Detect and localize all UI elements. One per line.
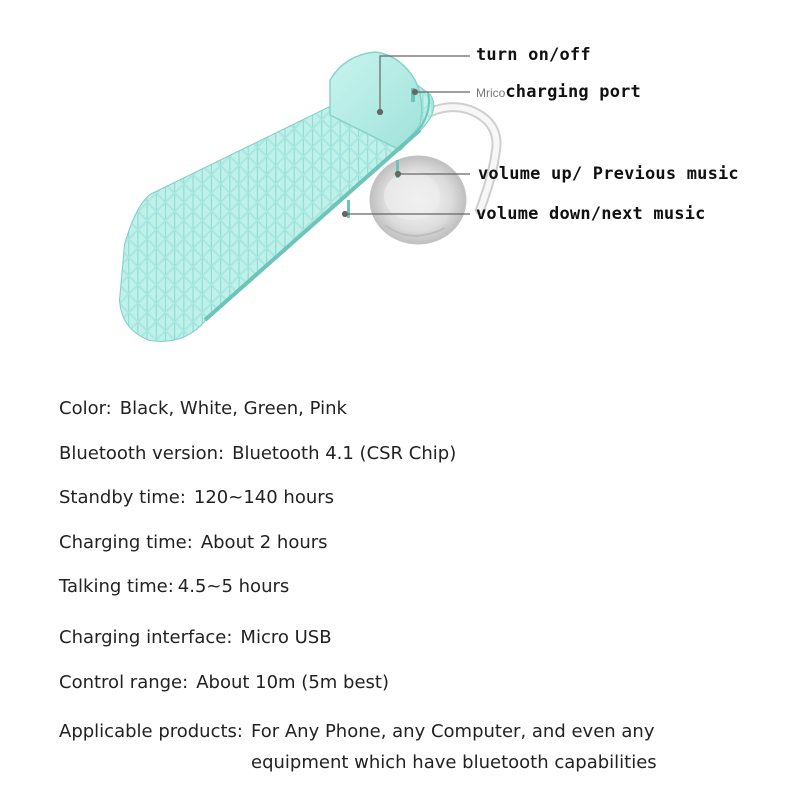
spec-bluetooth — [59, 443, 456, 464]
spec-color-label: Color: — [59, 398, 112, 419]
spec-bluetooth-label: Bluetooth version: — [59, 443, 225, 464]
headset-illustration — [0, 0, 800, 370]
spec-range — [59, 672, 389, 693]
earbud-icon — [370, 156, 466, 244]
callout-power-text: turn on/off — [476, 45, 591, 65]
spec-talking-value: 4.5~5 hours — [177, 576, 290, 597]
spec-charging-time — [59, 532, 328, 553]
callout-volume-down-text: volume down/next music — [476, 204, 706, 224]
spec-color-value: Black, White, Green, Pink — [119, 398, 347, 419]
spec-color — [59, 398, 347, 419]
spec-standby-value: 120~140 hours — [193, 487, 335, 508]
callout-power — [476, 45, 591, 65]
spec-products-values — [251, 716, 657, 778]
spec-interface-label: Charging interface: — [59, 627, 233, 648]
callout-charging-port — [476, 82, 641, 102]
spec-products — [59, 716, 657, 778]
callout-volume-up-text: volume up/ Previous music — [478, 164, 739, 184]
spec-bluetooth-value: Bluetooth 4.1 (CSR Chip) — [232, 443, 457, 464]
spec-range-value: About 10m (5m best) — [196, 672, 389, 693]
spec-charging-time-value: About 2 hours — [200, 532, 328, 553]
spec-talking-label: Talking time: — [59, 576, 174, 597]
spec-range-label: Control range: — [59, 672, 189, 693]
callout-volume-down — [476, 204, 706, 224]
spec-products-line1: For Any Phone, any Computer, and even any — [251, 721, 655, 742]
spec-interface — [59, 627, 332, 648]
spec-charging-time-label: Charging time: — [59, 532, 193, 553]
spec-interface-value: Micro USB — [240, 627, 332, 648]
spec-standby — [59, 487, 334, 508]
spec-products-label: Applicable products: — [59, 721, 243, 742]
spec-products-line2: equipment which have bluetooth capabilities — [251, 752, 657, 773]
callout-volume-up — [478, 164, 739, 184]
callout-port-text: charging port — [505, 82, 641, 102]
spec-standby-label: Standby time: — [59, 487, 186, 508]
callout-port-prefix: Mrico — [476, 86, 506, 100]
spec-talking — [59, 576, 289, 597]
